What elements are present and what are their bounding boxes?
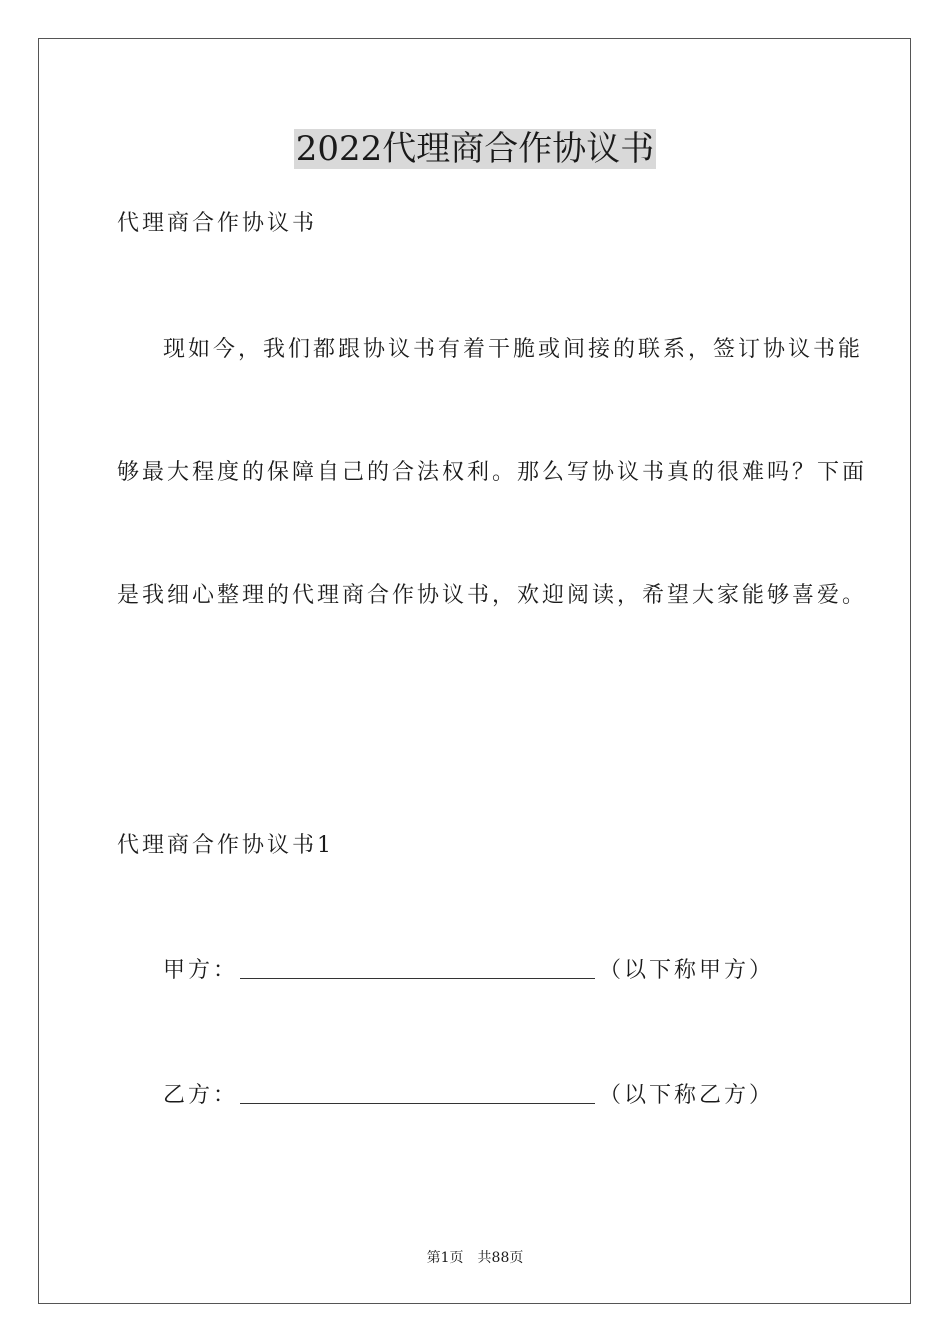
intro-paragraph-line-2: 够最大程度的保障自己的合法权利。那么写协议书真的很难吗？下面: [117, 460, 868, 485]
party-a-line: [163, 954, 774, 988]
page-total: 共88页: [477, 1250, 524, 1266]
document-title: [0, 124, 950, 174]
page-footer: [0, 1248, 950, 1268]
document-title-text: 2022代理商合作协议书: [295, 129, 655, 169]
party-b-note: （以下称乙方）: [599, 1083, 775, 1108]
intro-paragraph-line-3: 是我细心整理的代理商合作协议书，欢迎阅读，希望大家能够喜爱。: [117, 583, 868, 608]
document-subtitle: 代理商合作协议书: [117, 211, 318, 236]
party-b-label: 乙方：: [163, 1083, 239, 1108]
party-a-label: 甲方：: [163, 958, 239, 983]
party-b-line: [163, 1079, 774, 1113]
section-heading: 代理商合作协议书1: [117, 833, 334, 858]
intro-paragraph-line-1: 现如今，我们都跟协议书有着干脆或间接的联系，签订协议书能: [163, 337, 864, 362]
party-b-blank-field[interactable]: [240, 1081, 595, 1104]
page-number: 第1页: [426, 1250, 464, 1266]
party-a-blank-field[interactable]: [240, 956, 595, 979]
party-a-note: （以下称甲方）: [599, 958, 775, 983]
